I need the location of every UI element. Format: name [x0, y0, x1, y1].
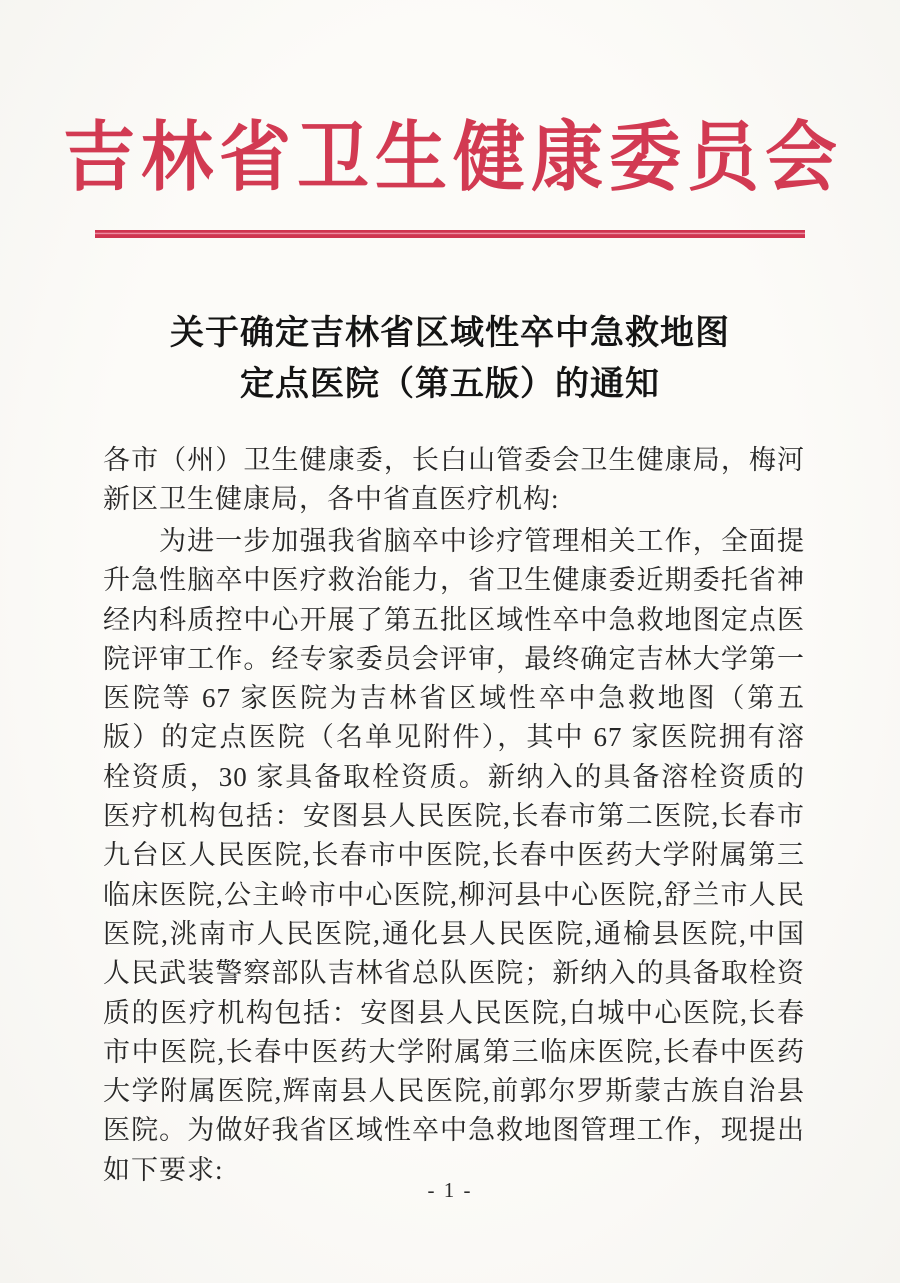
letterhead-title: 吉林省卫生健康委员会: [62, 115, 843, 201]
salutation-line: 各市（州）卫生健康委，长白山管委会卫生健康局，梅河新区卫生健康局，各中省直医疗机构:: [103, 445, 805, 514]
letterhead-divider: [95, 230, 805, 238]
document-title: [0, 308, 900, 410]
document-title-line-2: 定点医院（第五版）的通知: [240, 366, 660, 403]
body-paragraph: 为进一步加强我省脑卒中诊疗管理相关工作，全面提升急性脑卒中医疗救治能力，省卫生健康委近期委托省神经内科质控中心开展了第五批区域性卒中急救地图定点医院评审工作。经专家委员会评审，最终确定吉林大学第一医院等 67 家医院为吉林省区域性卒中急救地图（第五版）的定点医院（名单见附件），其中 67 家医院拥有溶栓资质，30 家具备取栓资质。新纳入的具备溶栓资质的医疗机构包括：安图县人民医院,长春市第二医院,长春市九台区人民医院,长春市中医院,长春中医药大学附属第三临床医院,公主岭市中心医院,柳河县中心医院,舒兰市人民医院,洮南市人民医院,通化县人民医院,通榆县医院,中国人民武装警察部队吉林省总队医院；新纳入的具备取栓资质的医疗机构包括：安图县人民医院,白城中心医院,长春市中医院,长春中医药大学附属第三临床医院,长春中医药大学附属医院,辉南县人民医院,前郭尔罗斯蒙古族自治县医院。为做好我省区域性卒中急救地图管理工作，现提出如下要求:: [103, 526, 805, 1185]
document-title-line-1: 关于确定吉林省区域性卒中急救地图: [170, 315, 730, 352]
page-number: - 1 -: [427, 1178, 473, 1202]
